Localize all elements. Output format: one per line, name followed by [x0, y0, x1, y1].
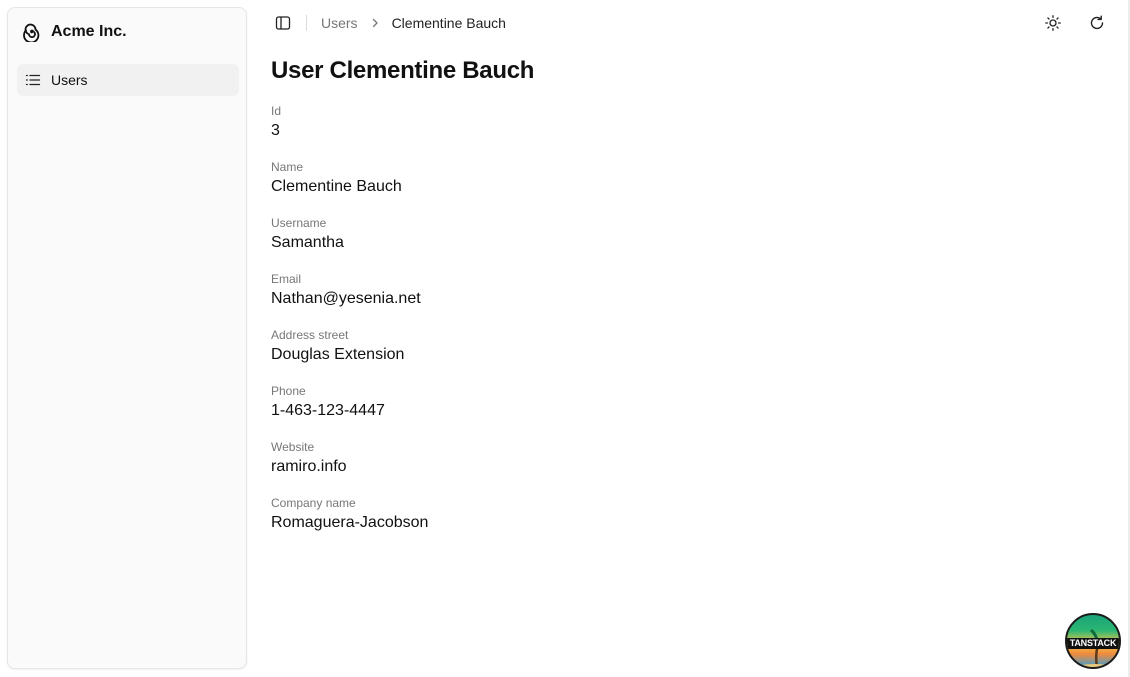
field-label: Username: [271, 216, 327, 230]
field-name: [271, 160, 534, 216]
refresh-button[interactable]: [1084, 10, 1110, 36]
field-value: Douglas Extension: [271, 346, 405, 363]
field-value: Nathan@yesenia.net: [271, 290, 421, 307]
chevron-right-icon: [370, 18, 380, 28]
devtools-label: TANSTACK: [1067, 638, 1119, 649]
field-company-name: [271, 496, 534, 552]
spiral-logo-icon: [22, 22, 42, 42]
header-actions: [1040, 10, 1110, 36]
field-id: [271, 104, 534, 160]
field-label: Phone: [271, 384, 306, 398]
main-content: [271, 58, 534, 552]
field-value: Samantha: [271, 234, 344, 251]
field-value: ramiro.info: [271, 458, 347, 475]
field-value: 1-463-123-4447: [271, 402, 385, 419]
brand-name: Acme Inc.: [51, 23, 127, 40]
field-label: Company name: [271, 496, 356, 510]
field-phone: [271, 384, 534, 440]
sun-icon: [1045, 15, 1061, 31]
sidebar-item-label: Users: [51, 72, 88, 88]
field-email: [271, 272, 534, 328]
brand[interactable]: [22, 22, 127, 42]
field-value: Romaguera-Jacobson: [271, 514, 429, 531]
field-label: Address street: [271, 328, 349, 342]
sidebar-toggle-icon: [275, 15, 291, 31]
field-value: Clementine Bauch: [271, 178, 402, 195]
breadcrumb-current: Clementine Bauch: [391, 15, 506, 31]
page-title: User Clementine Bauch: [271, 57, 535, 84]
sidebar: [7, 7, 247, 669]
sidebar-toggle-button[interactable]: [270, 10, 296, 36]
user-details: [271, 104, 534, 552]
field-label: Email: [271, 272, 302, 286]
breadcrumb-link-users[interactable]: Users: [321, 15, 358, 31]
top-bar: [270, 10, 1110, 36]
field-value: 3: [271, 122, 280, 139]
breadcrumb: [321, 15, 506, 31]
field-address-street: [271, 328, 534, 384]
field-website: [271, 440, 534, 496]
field-label: Website: [271, 440, 315, 454]
devtools-toggle-button[interactable]: [1065, 613, 1121, 669]
field-label: Id: [271, 104, 282, 118]
field-username: [271, 216, 534, 272]
sidebar-item-users[interactable]: [17, 64, 239, 96]
header-divider: [306, 15, 307, 31]
list-icon: [25, 72, 41, 88]
refresh-icon: [1089, 15, 1105, 31]
field-label: Name: [271, 160, 304, 174]
theme-toggle-button[interactable]: [1040, 10, 1066, 36]
